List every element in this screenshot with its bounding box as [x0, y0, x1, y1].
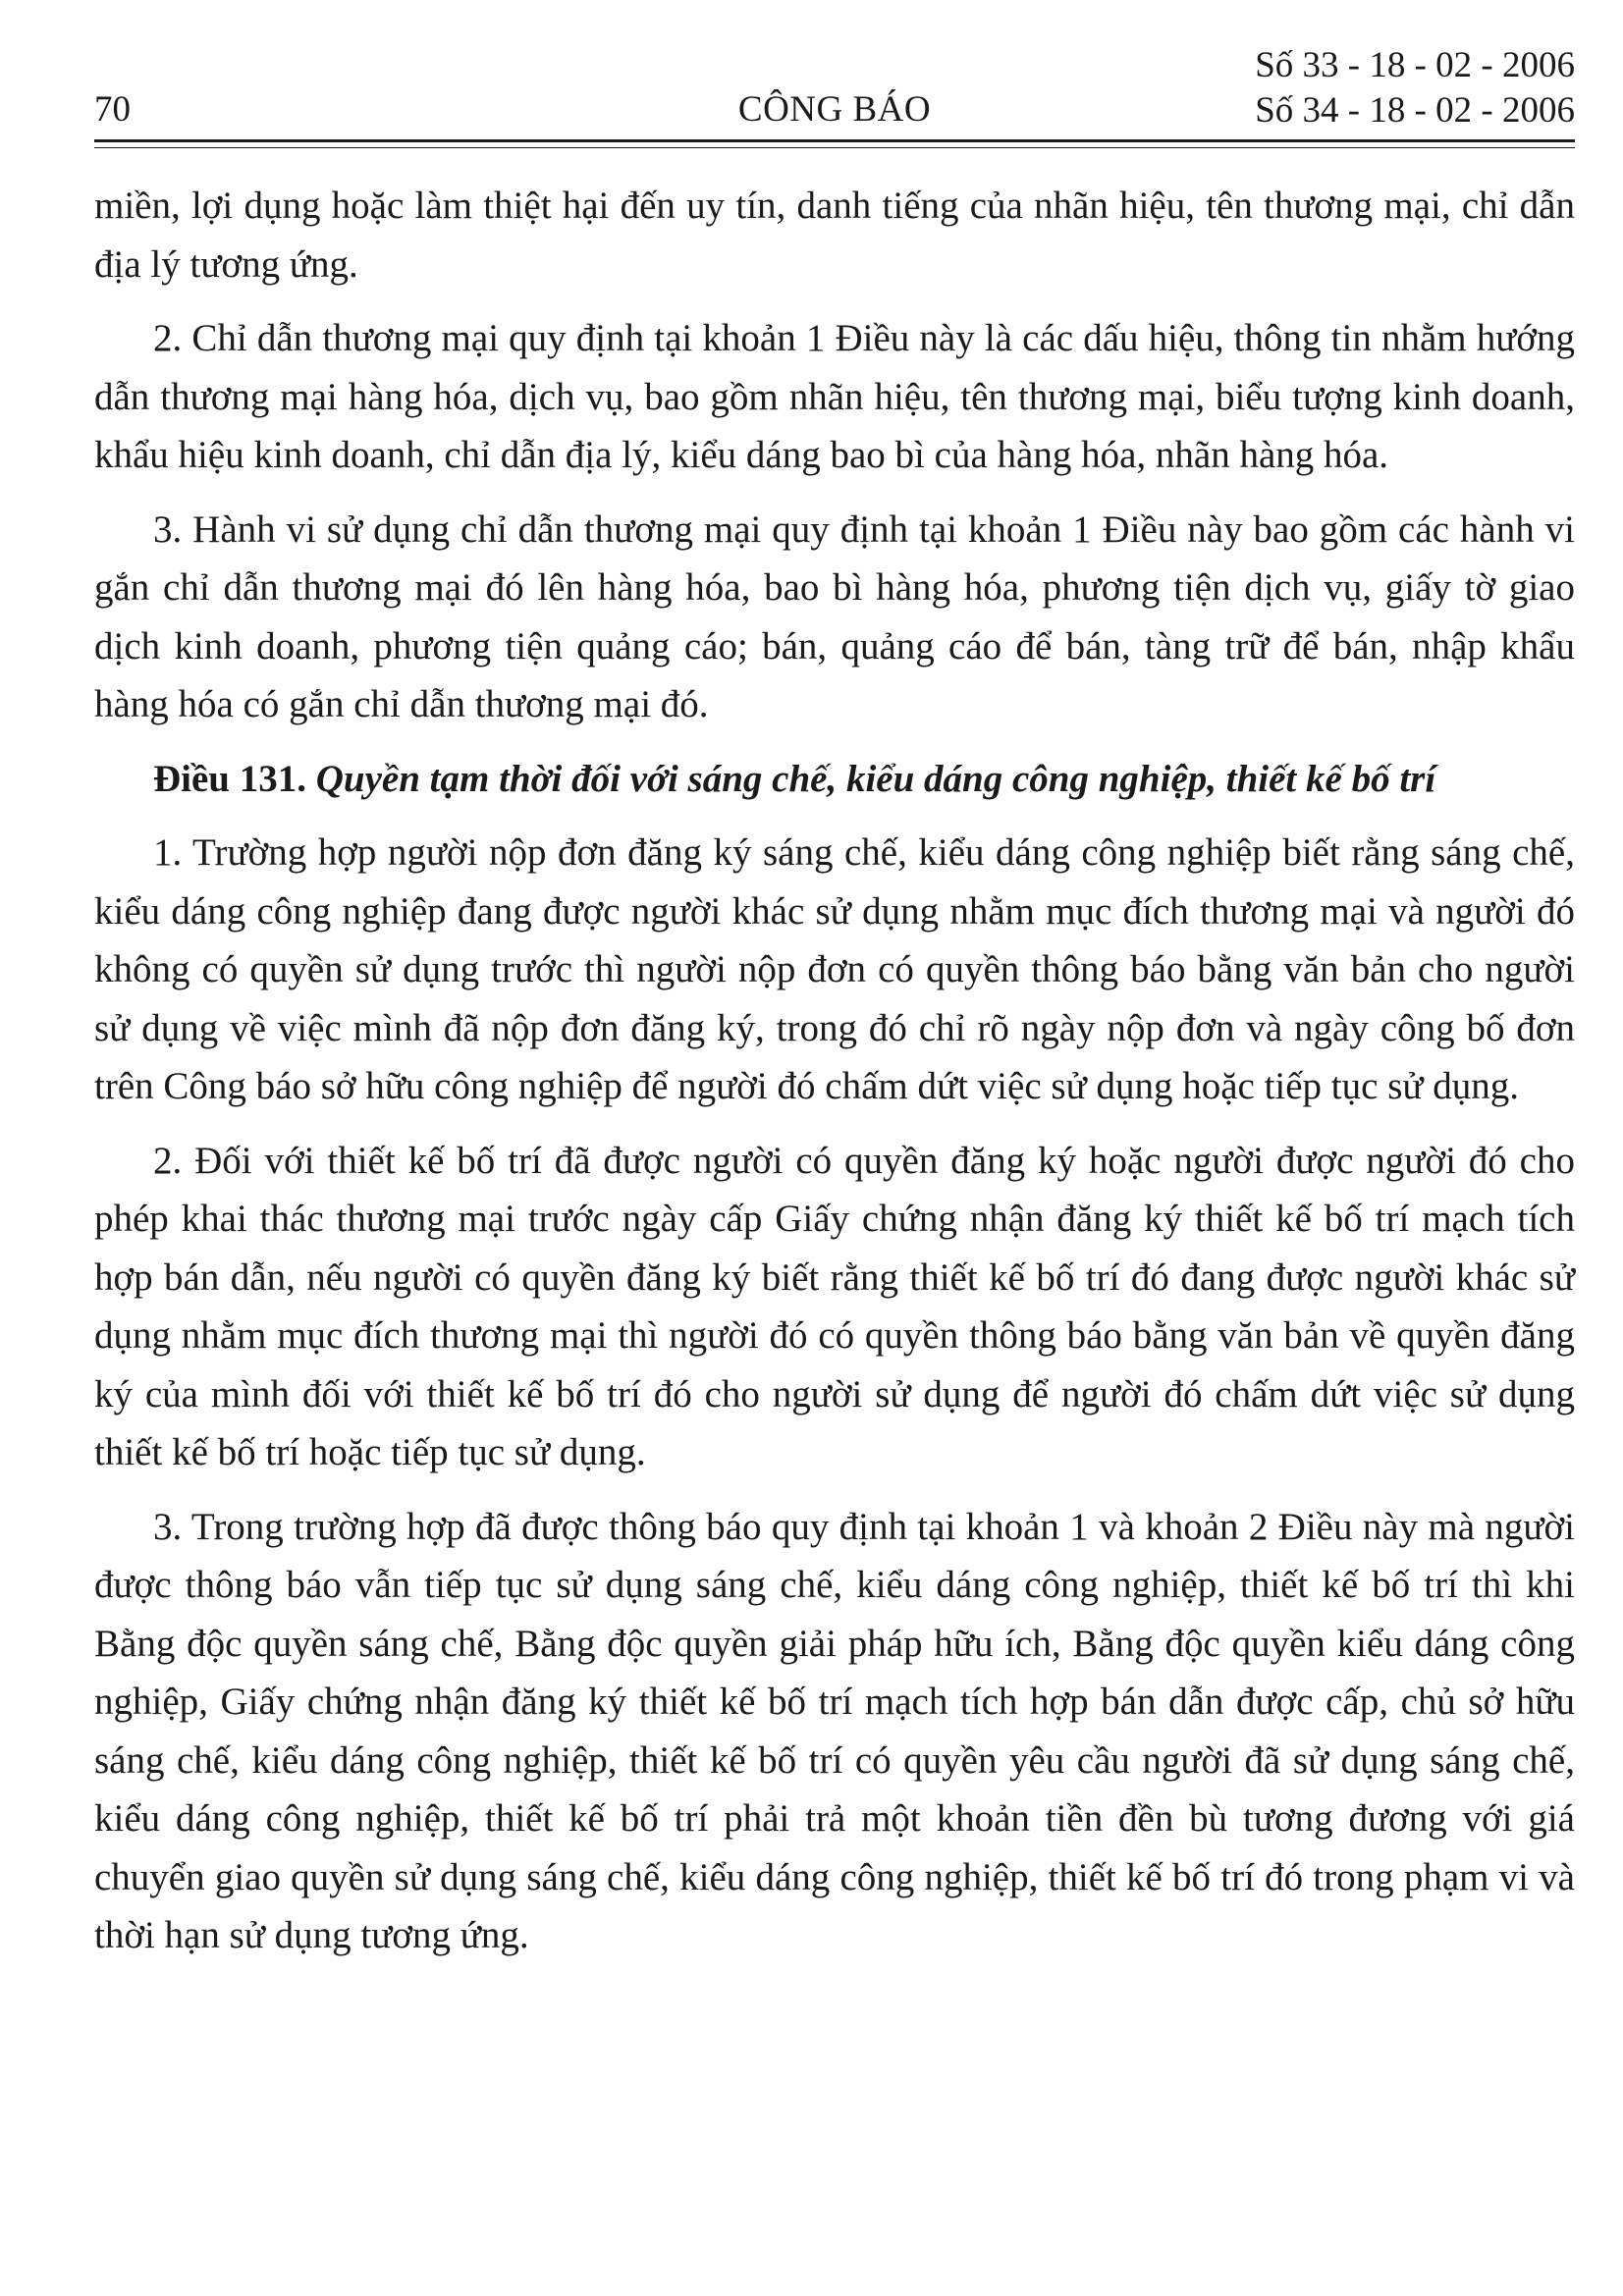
issue-numbers: [1255, 43, 1575, 133]
article-131-label: Điều 131.: [153, 757, 306, 800]
article-131-clause-3: 3. Trong trường hợp đã được thông báo quy định tại khoản 1 và khoản 2 Điều này mà người được thông báo vẫn tiếp tục sử dụng sáng chế, kiểu dáng công nghiệp, thiết kế bố trí thì khi Bằng độc quyền sáng chế, Bằng độc quyền giải pháp hữu ích, Bằng độc quyền kiểu dáng công nghiệp, Giấy chứng nhận đăng ký thiết kế bố trí mạch tích hợp bán dẫn được cấp, chủ sở hữu sáng chế, kiểu dáng công nghiệp, thiết kế bố trí có quyền yêu cầu người đã sử dụng sáng chế, kiểu dáng công nghiệp, thiết kế bố trí phải trả một khoản tiền đền bù tương đương với giá chuyển giao quyền sử dụng sáng chế, kiểu dáng công nghiệp, thiết kế bố trí đó trong phạm vi và thời hạn sử dụng tương ứng.: [94, 1505, 1575, 1956]
article-131-clause-1: 1. Trường hợp người nộp đơn đăng ký sáng chế, kiểu dáng công nghiệp biết rằng sáng chế, kiểu dáng công nghiệp đang được người khác sử dụng nhằm mục đích thương mại và người đó không có quyền sử dụng trước thì người nộp đơn có quyền thông báo bằng văn bản cho người sử dụng về việc mình đã nộp đơn đăng ký, trong đó chỉ rõ ngày nộp đơn và ngày công bố đơn trên Công báo sở hữu công nghiệp để người đó chấm dứt việc sử dụng hoặc tiếp tục sử dụng.: [94, 831, 1575, 1107]
issue-number-34: Số 34 - 18 - 02 - 2006: [1255, 90, 1575, 131]
page-header: [94, 43, 1575, 141]
gazette-name: CÔNG BÁO: [737, 89, 932, 130]
header-rule-thin: [94, 147, 1575, 148]
header-rule-thick: [94, 139, 1575, 142]
article-131-clause-2: 2. Đối với thiết kế bố trí đã được người có quyền đăng ký hoặc người được người đó cho phép khai thác thương mại trước ngày cấp Giấy chứng nhận đăng ký thiết kế bố trí mạch tích hợp bán dẫn, nếu người có quyền đăng ký biết rằng thiết kế bố trí đó đang được người khác sử dụng nhằm mục đích thương mại thì người đó có quyền thông báo bằng văn bản về quyền đăng ký của mình đối với thiết kế bố trí đó cho người sử dụng để người đó chấm dứt việc sử dụng thiết kế bố trí hoặc tiếp tục sử dụng.: [94, 1139, 1575, 1473]
clause-2-paragraph: 2. Chỉ dẫn thương mại quy định tại khoản 1 Điều này là các dấu hiệu, thông tin nhằm hướng dẫn thương mại hàng hóa, dịch vụ, bao gồm nhãn hiệu, tên thương mại, biểu tượng kinh doanh, khẩu hiệu kinh doanh, chỉ dẫn địa lý, kiểu dáng bao bì của hàng hóa, nhãn hàng hóa.: [94, 317, 1575, 476]
clause-3-paragraph: 3. Hành vi sử dụng chỉ dẫn thương mại quy định tại khoản 1 Điều này bao gồm các hành vi gắn chỉ dẫn thương mại đó lên hàng hóa, bao bì hàng hóa, phương tiện dịch vụ, giấy tờ giao dịch kinh doanh, phương tiện quảng cáo; bán, quảng cáo để bán, tàng trữ để bán, nhập khẩu hàng hóa có gắn chỉ dẫn thương mại đó.: [94, 507, 1575, 725]
document-body: [94, 177, 1575, 1981]
page-number: 70: [94, 89, 131, 130]
continuation-paragraph: miền, lợi dụng hoặc làm thiệt hại đến uy tín, danh tiếng của nhãn hiệu, tên thương mại, chỉ dẫn địa lý tương ứng.: [94, 185, 1575, 286]
issue-number-33: Số 33 - 18 - 02 - 2006: [1255, 45, 1575, 85]
article-131-title: Quyền tạm thời đối với sáng chế, kiểu dáng công nghiệp, thiết kế bố trí: [315, 757, 1436, 800]
article-131-heading: [94, 750, 1575, 809]
